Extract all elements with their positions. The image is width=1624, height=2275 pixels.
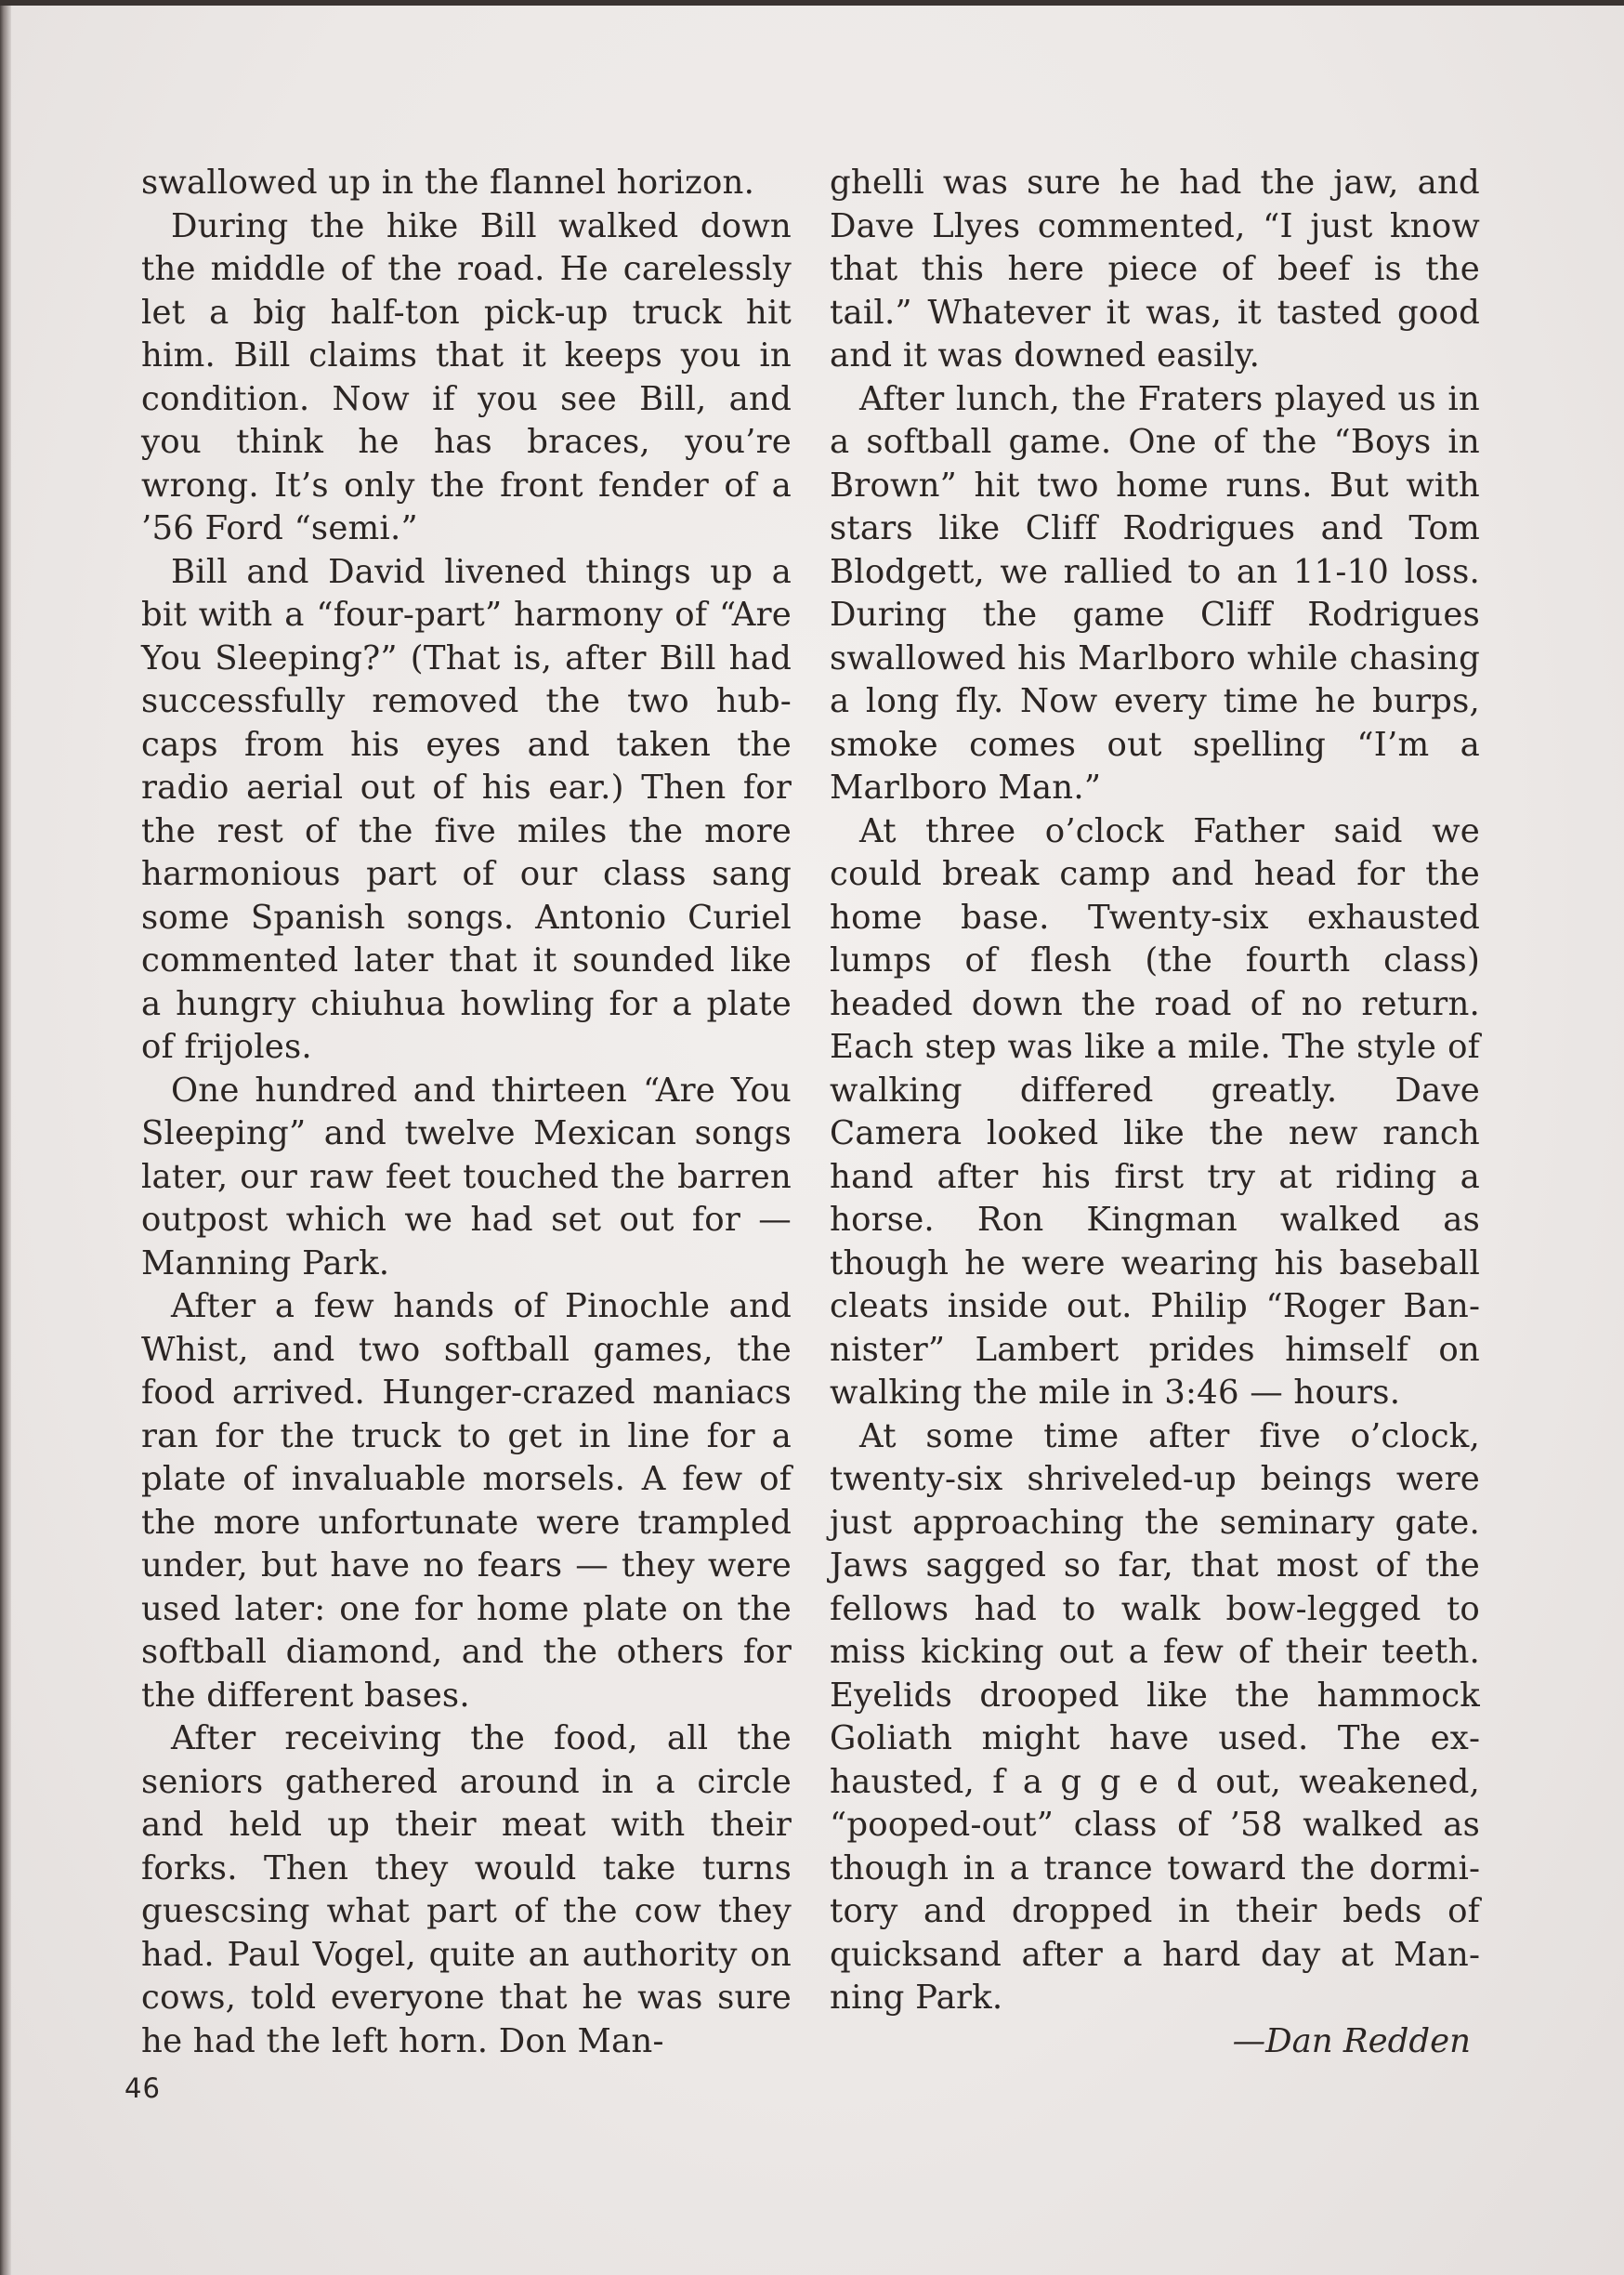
- binding-edge: [0, 0, 11, 2275]
- right-paragraph-4: At some time after five o’clock, twenty-six shriveled-up beings were just approaching the seminary gate. Jaws sagged so far, that most of the fellows had to walk bow-legged to miss kicking out a few of their teeth. Eyelids drooped like the hammock Goliath might have used. The exhausted, f a g g e d out, weakened, “pooped-out” class of ’58 walked as though in a trance toward the dormitory and dropped in their beds of quicksand after a hard day at Manning Park.: [830, 1416, 1480, 2017]
- right-paragraph-1: ghelli was sure he had the jaw, and Dave Llyes commented, “I just know that this here piece of beef is the tail.” Whatever it was, it tasted good and it was downed easily.: [830, 164, 1480, 375]
- left-paragraph-2: During the hike Bill walked down the middle of the road. He carelessly let a big half-ton pick-up truck hit him. Bill claims that it keeps you in condition. Now if you see Bill, and you think he has braces, you’re wrong. It’s only the front fender of a ’56 Ford “semi.”: [141, 206, 792, 547]
- left-paragraph-5: After a few hands of Pinochle and Whist, and two softball games, the food arrived. Hunger-crazed maniacs ran for the truck to get in line for a plate of invaluable morsels. A few of the more unfortunate were trampled under, but have no fears — they were used later: one for home plate on the softball diamond, and the others for the different bases.: [141, 1287, 792, 1715]
- left-column: [141, 162, 792, 2063]
- right-column: [830, 162, 1480, 2063]
- right-paragraph-3: At three o’clock Father said we could break camp and head for the home base. Twenty-six exhausted lumps of flesh (the fourth class) headed down the road of no return. Each step was like a mile. The style of walking differed greatly. Dave Camera looked like the new ranch hand after his first try at riding a horse. Ron Kingman walked as though he were wearing his baseball cleats inside out. Philip “Roger Bannister” Lambert prides himself on walking the mile in 3:46 — hours.: [830, 811, 1480, 1412]
- page-number: 46: [124, 2072, 161, 2104]
- left-paragraph-1: swallowed up in the flannel horizon.: [141, 164, 755, 202]
- author-byline: —Dan Redden: [1232, 2021, 1471, 2060]
- left-paragraph-4: One hundred and thirteen “Are You Sleeping” and twelve Mexican songs later, our raw feet touched the barren outpost which we had set out for — Manning Park.: [141, 1071, 792, 1282]
- left-paragraph-3: Bill and David livened things up a bit with a “four-part” harmony of “Are You Sleeping?” (That is, after Bill had successfully removed the two hub-caps from his eyes and taken the radio aerial out of his ear.) Then for the rest of the five miles the more harmonious part of our class sang some Spanish songs. Antonio Curiel commented later that it sounded like a hungry chiuhua howling for a plate of frijoles.: [141, 552, 792, 1066]
- left-paragraph-6: After receiving the food, all the seniors gathered around in a circle and held up their meat with their forks. Then they would take turns guescsing what part of the cow they had. Paul Vogel, quite an authority on cows, told everyone that he was sure he had the left horn. Don Man-: [141, 1719, 792, 2060]
- right-paragraph-2: After lunch, the Fraters played us in a softball game. One of the “Boys in Brown” hit two home runs. But with stars like Cliff Rodrigues and Tom Blodgett, we rallied to an 11-10 loss. During the game Cliff Rodrigues swallowed his Marlboro while chasing a long fly. Now every time he burps, smoke comes out spelling “I’m a Marlboro Man.”: [830, 379, 1480, 807]
- top-edge: [0, 0, 1624, 6]
